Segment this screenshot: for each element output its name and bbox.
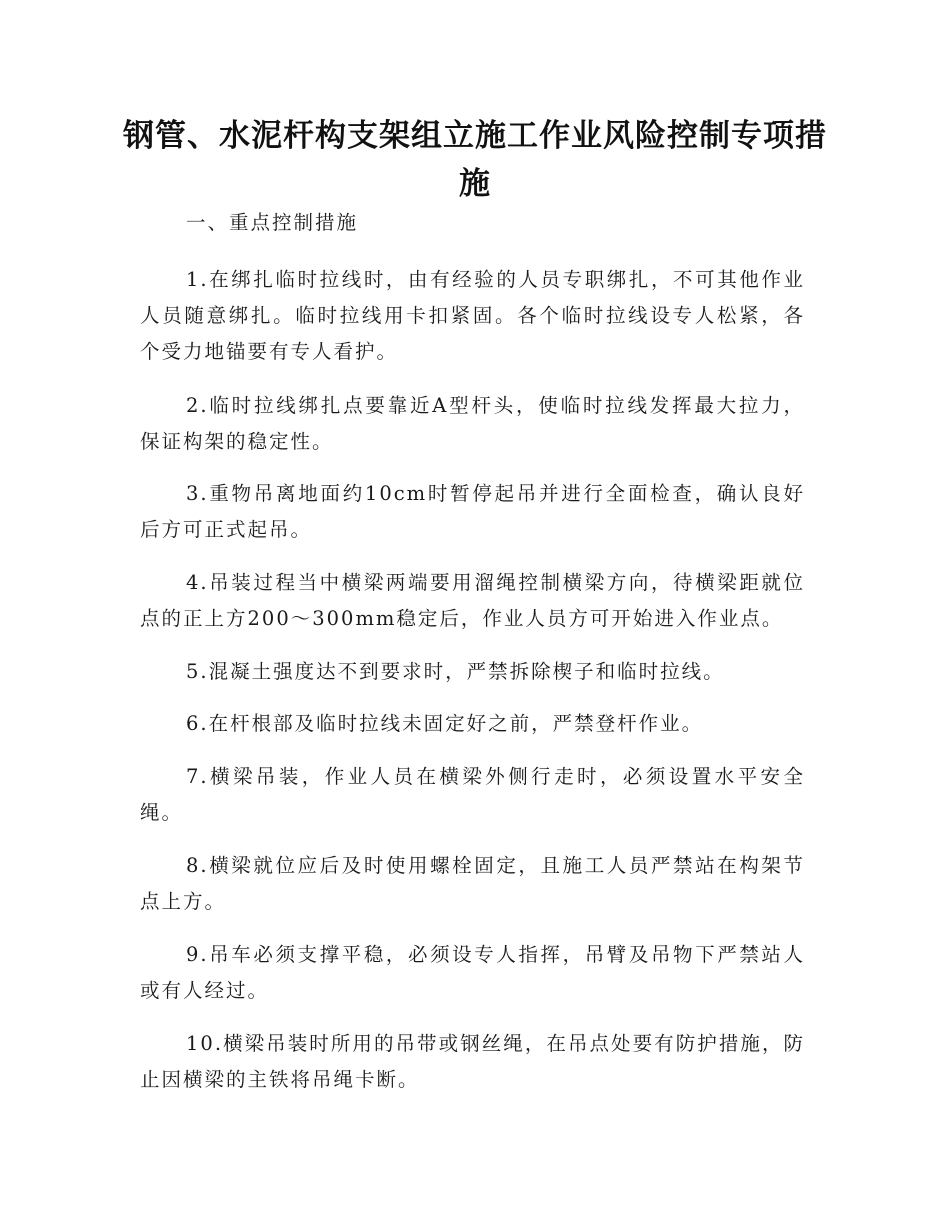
paragraph-7: 7.横梁吊装，作业人员在横梁外侧行走时，必须设置水平安全绳。 xyxy=(140,765,805,824)
paragraph-5: 5.混凝土强度达不到要求时，严禁拆除楔子和临时拉线。 xyxy=(186,660,725,683)
paragraph-1-block xyxy=(140,262,805,370)
paragraph-3-block xyxy=(140,476,805,548)
paragraph-8: 8.横梁就位应后及时使用螺栓固定，且施工人员严禁站在构架节点上方。 xyxy=(140,854,805,913)
paragraph-7-block xyxy=(140,759,805,831)
paragraph-9-block xyxy=(140,937,805,1009)
paragraph-2: 2.临时拉线绑扎点要靠近A型杆头，使临时拉线发挥最大拉力，保证构架的稳定性。 xyxy=(140,394,805,453)
paragraph-10: 10.横梁吊装时所用的吊带或钢丝绳，在吊点处要有防护措施，防止因横梁的主铁将吊绳卡断。 xyxy=(140,1032,805,1091)
paragraph-4: 4.吊装过程当中横梁两端要用溜绳控制横梁方向，待横梁距就位点的正上方200～300mm稳定后，作业人员方可开始进入作业点。 xyxy=(140,571,805,630)
paragraph-1: 1.在绑扎临时拉线时，由有经验的人员专职绑扎，不可其他作业人员随意绑扎。临时拉线用卡扣紧固。各个临时拉线设专人松紧，各个受力地锚要有专人看护。 xyxy=(140,268,805,363)
paragraph-4-block xyxy=(140,565,805,637)
paragraph-10-block xyxy=(140,1026,805,1098)
paragraph-6-block xyxy=(140,706,805,742)
paragraph-8-block xyxy=(140,848,805,920)
paragraph-5-block xyxy=(140,654,805,690)
section-heading: 一、重点控制措施 xyxy=(186,211,359,234)
document-title: 钢管、水泥杆构支架组立施工作业风险控制专项措施 xyxy=(123,118,827,202)
paragraph-6: 6.在杆根部及临时拉线未固定好之前，严禁登杆作业。 xyxy=(186,712,704,735)
paragraph-9: 9.吊车必须支撑平稳，必须设专人指挥，吊臂及吊物下严禁站人或有人经过。 xyxy=(140,943,805,1002)
paragraph-2-block xyxy=(140,388,805,460)
paragraph-3: 3.重物吊离地面约10cm时暂停起吊并进行全面检查，确认良好后方可正式起吊。 xyxy=(140,482,805,541)
